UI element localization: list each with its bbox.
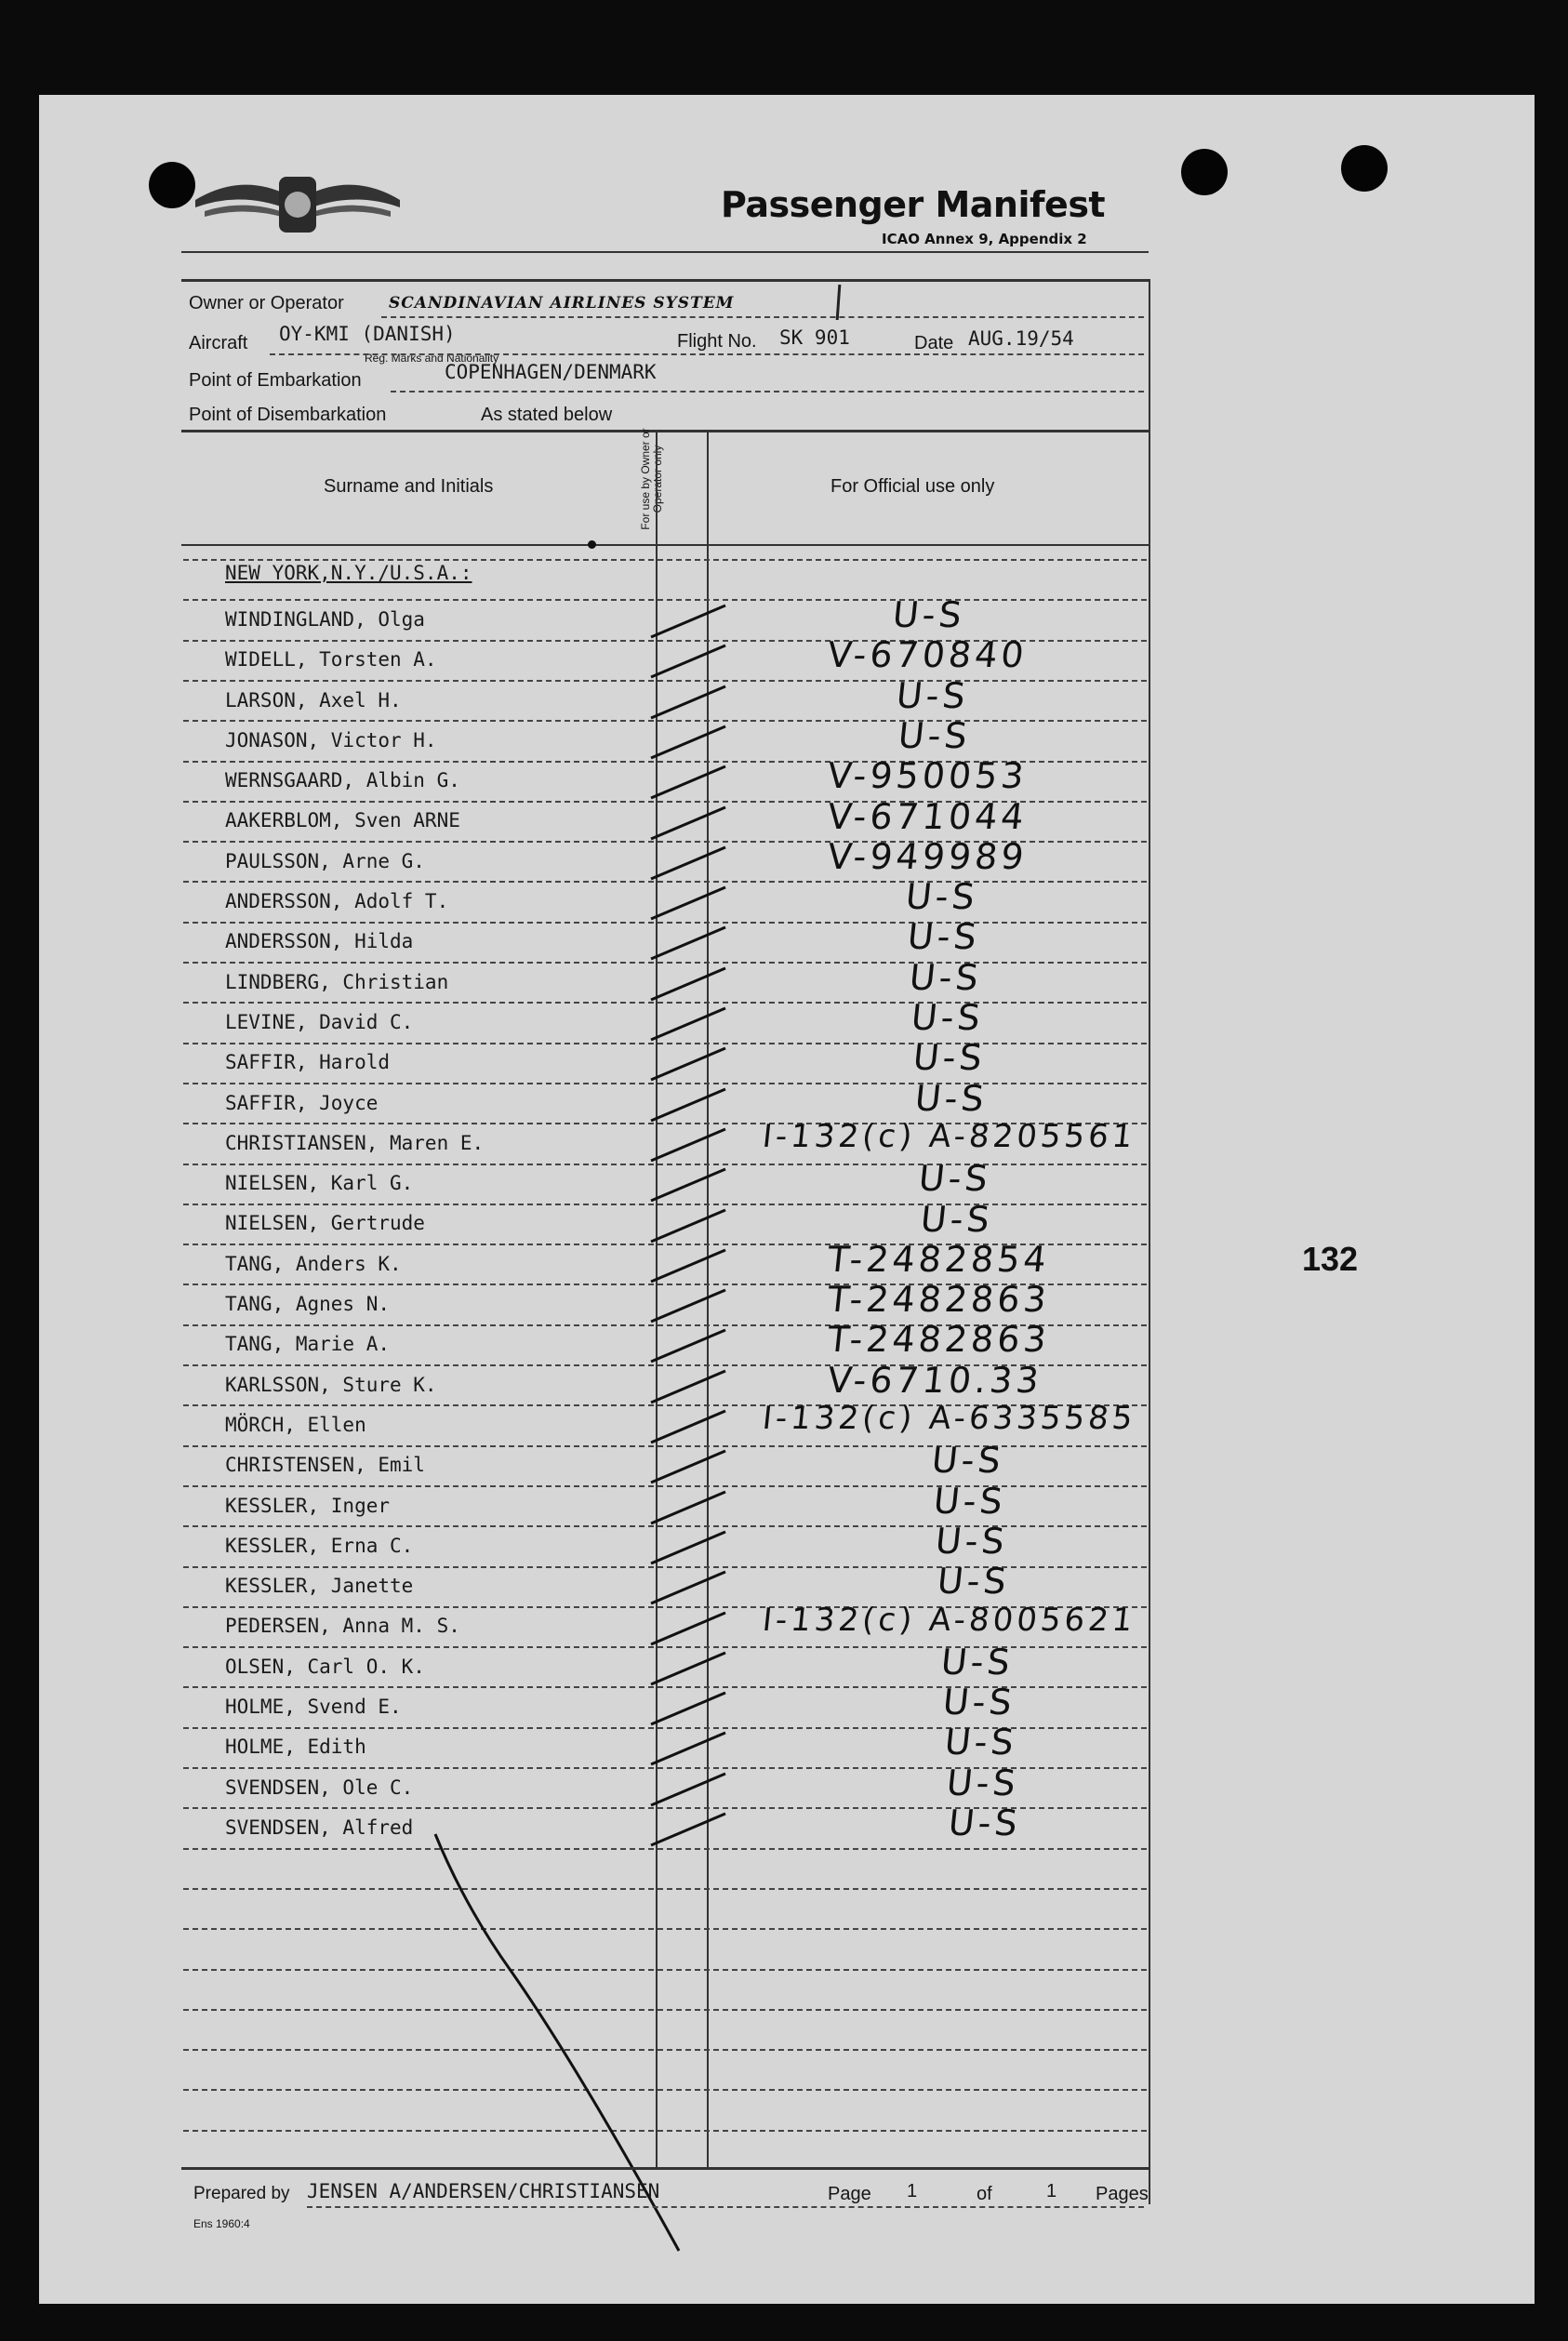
column-header-rule [181,544,1149,546]
prepared-by-label: Prepared by [193,2184,290,2203]
passenger-name: HOLME, Svend E. [225,1696,402,1719]
official-entry: U-S [946,1802,1023,1843]
stamp-number: 132 [1302,1240,1359,1278]
passenger-name: KESSLER, Inger [225,1494,391,1517]
passenger-name: NIELSEN, Karl G. [225,1172,414,1195]
official-entry: T-2482854 [825,1238,1052,1280]
official-entry: U-S [944,1762,1021,1803]
official-entry: U-S [918,1198,995,1240]
footer-rule [181,2167,1149,2170]
passenger-name: LINDBERG, Christian [225,970,449,993]
official-entry: T-2482863 [825,1279,1052,1321]
manifest-title: Passenger Manifest [721,184,1106,225]
passenger-name: SAFFIR, Joyce [225,1091,379,1114]
of-label: of [977,2184,992,2204]
official-entry: I-132(c) A-8005621 [760,1601,1138,1639]
header-rule [181,279,1149,282]
embark-dotted-line [391,391,1144,392]
official-entry: U-S [912,1077,990,1119]
aircraft-note: Reg. Marks and Nationality [365,352,499,365]
official-entry: U-S [933,1520,1010,1562]
page-value: 1 [907,2181,918,2201]
disembarkation-value: As stated below [481,405,613,425]
owner-label: Owner or Operator [189,293,344,313]
passenger-name: SVENDSEN, Alfred [225,1816,414,1839]
header-bottom-rule [181,430,1149,432]
official-entry: V-949989 [825,835,1030,877]
official-entry: U-S [903,876,980,918]
official-entry: V-950053 [825,755,1030,797]
manifest-subtitle: ICAO Annex 9, Appendix 2 [882,231,1087,247]
passenger-name: PAULSSON, Arne G. [225,849,425,872]
passenger-name: WERNSGAARD, Albin G. [225,769,460,792]
owner-value: SCANDINAVIAN AIRLINES SYSTEM [389,294,735,313]
official-entry: U-S [905,916,982,958]
official-entry: I-132(c) A-8205561 [760,1117,1138,1155]
passenger-name: KARLSSON, Sture K. [225,1373,437,1396]
owner-dotted-line [381,316,1144,318]
passenger-name: LARSON, Axel H. [225,688,402,712]
official-entry: U-S [940,1682,1017,1723]
passenger-name: LEVINE, David C. [225,1010,414,1033]
flight-label: Flight No. [677,331,757,352]
passenger-name: WIDELL, Torsten A. [225,648,437,672]
form-right-border [1149,279,1150,2204]
official-use-column-header: For Official use only [831,476,995,497]
airline-wings-logo [186,163,409,246]
passenger-name: TANG, Agnes N. [225,1293,391,1316]
passenger-name: ANDERSSON, Adolf T. [225,890,449,913]
official-entry: V-671044 [825,795,1030,837]
pages-value: 1 [1046,2181,1057,2201]
passenger-name: CHRISTENSEN, Emil [225,1454,425,1477]
official-entry: U-S [942,1722,1019,1763]
header-rule [181,251,1149,253]
flight-value: SK 901 [779,326,850,349]
passenger-name: HOLME, Edith [225,1736,366,1759]
official-entry: U-S [916,1158,993,1200]
row-divider [183,559,1147,561]
passenger-name: SVENDSEN, Ole C. [225,1776,414,1799]
official-entry: U-S [890,594,967,635]
official-entry: V-670840 [825,634,1030,676]
pages-label: Pages [1096,2184,1149,2204]
column-header-dot [588,540,596,549]
passenger-name: SAFFIR, Harold [225,1051,391,1074]
official-entry: V-6710.33 [825,1359,1044,1401]
embarkation-value: COPENHAGEN/DENMARK [445,361,657,383]
passenger-name: KESSLER, Janette [225,1575,414,1598]
page-label: Page [828,2184,871,2204]
aircraft-dotted-line [270,353,1144,355]
official-entry: U-S [907,956,984,998]
passenger-name: TANG, Anders K. [225,1252,402,1275]
official-entry: U-S [931,1480,1008,1522]
official-entry: U-S [909,997,986,1038]
passenger-name: NIELSEN, Gertrude [225,1212,425,1235]
official-entry: T-2482863 [825,1319,1052,1361]
passenger-name: KESSLER, Erna C. [225,1534,414,1557]
footer-dotted-line [307,2206,1144,2208]
form-code: Ens 1960:4 [193,2217,250,2230]
official-entry: U-S [929,1440,1006,1482]
passenger-name: AAKERBLOM, Sven ARNE [225,809,460,832]
surname-column-header: Surname and Initials [324,476,494,497]
official-entry: U-S [896,714,973,756]
passenger-name: ANDERSSON, Hilda [225,930,414,953]
official-entry: U-S [910,1037,988,1079]
passenger-name: OLSEN, Carl O. K. [225,1655,425,1678]
passenger-name-list [225,600,662,1848]
passenger-name: MÖRCH, Ellen [225,1413,366,1436]
passenger-name: WINDINGLAND, Olga [225,608,425,631]
disembarkation-label: Point of Disembarkation [189,405,387,425]
aircraft-label: Aircraft [189,333,248,353]
aircraft-value: OY-KMI (DANISH) [279,323,456,345]
passenger-name: PEDERSEN, Anna M. S. [225,1615,460,1638]
date-label: Date [914,333,954,353]
official-entry: I-132(c) A-6335585 [760,1400,1138,1437]
date-value: AUG.19/54 [968,327,1074,350]
official-entry: U-S [894,674,971,716]
punch-hole [1181,149,1228,195]
official-entry: U-S [938,1641,1016,1683]
passenger-name: TANG, Marie A. [225,1333,391,1356]
owner-use-column-header: For use by Owner or Operator only [639,428,664,530]
destination-heading: NEW YORK,N.Y./U.S.A.: [225,562,472,584]
punch-hole [1341,145,1388,192]
prepared-by-value: JENSEN A/ANDERSEN/CHRISTIANSEN [307,2180,660,2202]
embarkation-label: Point of Embarkation [189,370,362,391]
passenger-name: CHRISTIANSEN, Maren E. [225,1131,485,1154]
official-entry: U-S [935,1561,1012,1603]
passenger-name: JONASON, Victor H. [225,728,437,752]
